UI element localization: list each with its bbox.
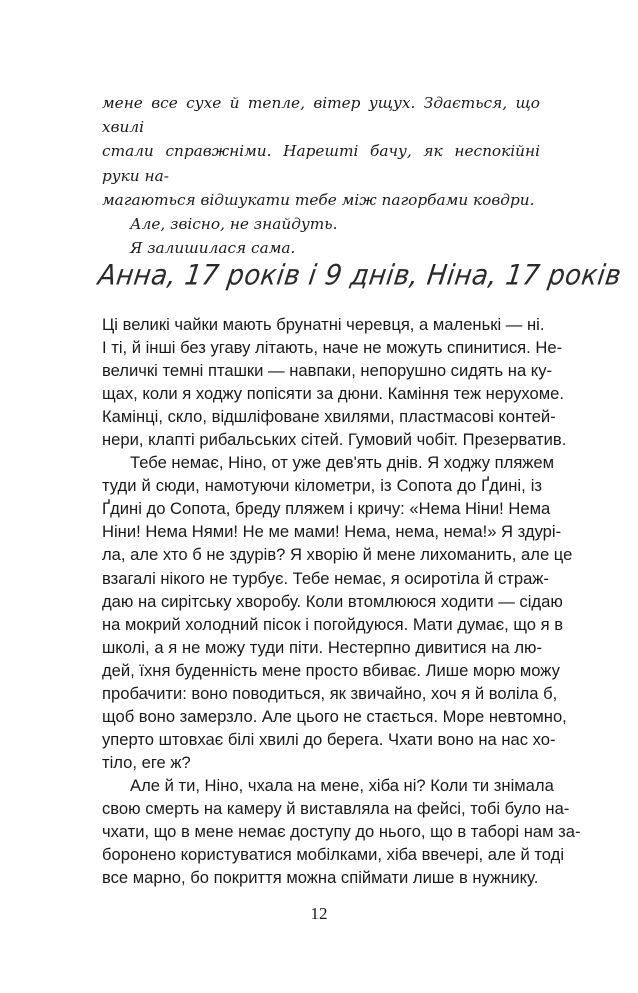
italic-line: мене все сухе й тепле, вітер ущух. Здається, що хвилі: [102, 94, 540, 137]
text-line: туди й сюди, намотуючи кілометри, із Сопота до Ґдині, із: [102, 476, 542, 496]
text-line: Тебе немає, Ніно, от уже дев'ять днів. Я ходжу пляжем: [130, 453, 555, 473]
text-line: на мокрий холодний пісок і погойдуюся. Мати думає, що я в: [102, 614, 564, 634]
text-line: щах, коли я ходжу попісяти за дюни. Каміння теж нерухоме.: [102, 384, 564, 404]
text-line: тіло, еге ж?: [102, 752, 191, 772]
text-line: величкі темні пташки — навпаки, непорушно сидять на ку-: [102, 361, 553, 381]
text-line: щоб воно замерзло. Але цього не стається. Море невтомно,: [102, 706, 567, 726]
italic-passage: [102, 91, 540, 260]
text-line: все марно, бо покриття можна спіймати лише в нужнику.: [102, 868, 539, 888]
text-line: чхати, що в мене немає доступу до нього, що в таборі нам за-: [102, 822, 581, 842]
text-line: боронено користуватися мобілками, хіба ввечері, але й тоді: [102, 845, 565, 865]
text-line: уперто штовхає білі хвилі до берега. Чхати воно на нас хо-: [102, 729, 556, 749]
page-number: 12: [310, 904, 328, 923]
text-line: І ті, й інші без угаву літають, наче не можуть спинитися. Не-: [102, 338, 563, 358]
text-line: Ці великі чайки мають брунатні черевця, а маленькі — ні.: [102, 315, 545, 334]
text-line: нери, клапті рибальських сітей. Гумовий чобіт. Презерватив.: [102, 430, 567, 450]
italic-line: магаються відшукати тебе між пагорбами ковдри.: [102, 190, 535, 209]
italic-line: стали справжніми. Нарешті бачу, як неспокійні руки на-: [102, 142, 540, 185]
text-line: даю на сирітську хворобу. Коли втомлююся ходити — сідаю: [102, 591, 563, 611]
text-line: пробачити: воно поводиться, як звичайно, хоч я й воліла б,: [102, 683, 558, 703]
text-line: школі, а я не можу туди піти. Нестерпно дивитися на лю-: [102, 637, 542, 657]
text-line: ла, але хто б не здурів? Я хворію й мене лихоманить, але це: [102, 545, 573, 565]
body-text: [102, 313, 581, 889]
text-line: Але й ти, Ніно, чхала на мене, хіба ні? Коли ти знімала: [130, 775, 554, 795]
italic-line: Я залишилася сама.: [130, 239, 296, 258]
handwritten-chapter-heading: Анна, 17 років і 9 днів, Ніна, 17 років: [96, 259, 624, 293]
text-line: Ніни! Нема Нями! Не ме мами! Нема, нема, нема!» Я здурі-: [102, 522, 562, 542]
text-line: взагалі нікого не турбує. Тебе немає, я осиротіла й страж-: [102, 568, 549, 588]
text-line: Ґдині до Сопота, бреду пляжем і кричу: «Нема Ніни! Нема: [102, 499, 551, 519]
text-line: Камінці, скло, відшліфоване хвилями, пластмасові контей-: [102, 407, 556, 427]
text-line: дей, їхня буденність мене просто вбиває. Лише морю можу: [102, 660, 560, 680]
text-line: свою смерть на камеру й виставляла на фейсі, тобі було на-: [102, 798, 570, 818]
italic-line: Але, звісно, не знайдуть.: [130, 215, 338, 234]
